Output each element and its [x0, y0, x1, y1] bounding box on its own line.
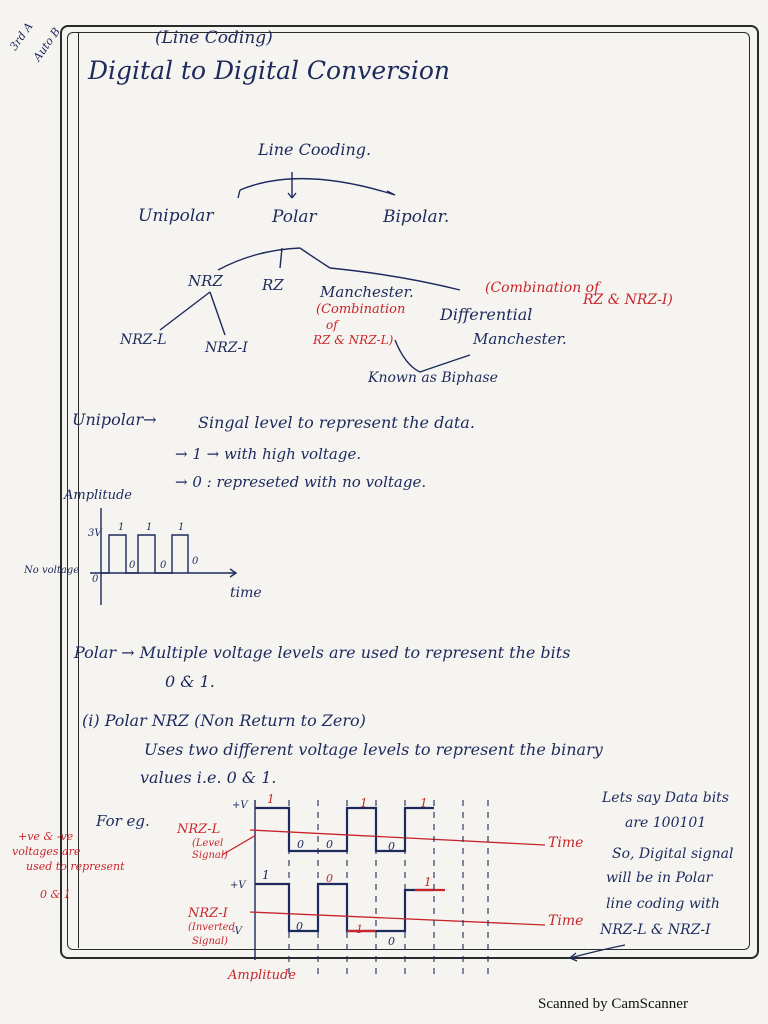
unipolar-bit-5: 0	[160, 560, 167, 571]
nrz-l-time-label: Time	[548, 835, 584, 851]
tree-bipolar: Bipolar.	[383, 207, 450, 227]
nrz-l-bit: 1	[360, 796, 368, 810]
nrz-i-bit: 1	[424, 875, 432, 889]
nrz-i-bit: 1	[356, 923, 363, 936]
tree-arc-top	[240, 179, 395, 195]
unipolar-bit-2: 1	[146, 522, 153, 533]
nrz-l-sub-2: Signal)	[192, 850, 228, 861]
nrz-i-sub-2: Signal)	[192, 936, 228, 947]
tree-root: Line Cooding.	[258, 140, 372, 159]
tree-arc-polar	[218, 248, 300, 270]
polar-line-2: 0 & 1.	[165, 672, 215, 691]
margin-note-1: 3rd A	[7, 20, 36, 53]
tree-differential-2: Manchester.	[473, 330, 567, 348]
unipolar-y-axis-label: Amplitude	[64, 488, 132, 503]
right-note-5: line coding with	[606, 896, 720, 912]
nrz-i-time-label: Time	[548, 913, 584, 929]
nrz-l-plus-v: +V	[232, 800, 248, 811]
unipolar-desc: Singal level to represent the data.	[198, 413, 475, 432]
polar-example: For eg.	[96, 812, 150, 830]
nrz-l-sub-1: (Level	[192, 838, 224, 849]
nrz-i-plus-v: +V	[230, 880, 246, 891]
polar-nrz-heading: (i) Polar NRZ (Non Return to Zero)	[82, 711, 366, 730]
manchester-note-2: of	[326, 318, 338, 332]
polar-nrz-desc-1: Uses two different voltage levels to represent the binary	[144, 740, 603, 759]
left-note-4: 0 & 1	[40, 888, 71, 901]
left-note-2: voltages are	[12, 845, 81, 858]
differential-note-2: RZ & NRZ-I)	[583, 292, 673, 308]
unipolar-bit-3: 1	[178, 522, 185, 533]
unipolar-baseline-label: No voltage	[24, 565, 80, 576]
unipolar-origin: 0	[92, 574, 99, 585]
unipolar-point-1: → 1 → with high voltage.	[175, 445, 362, 463]
tree-nrz-i: NRZ-I	[205, 340, 248, 356]
nrz-i-label: NRZ-I	[188, 906, 228, 921]
amplitude-label: Amplitude	[228, 968, 296, 983]
unipolar-level-label: 3V	[88, 528, 102, 539]
page-title: Digital to Digital Conversion	[88, 56, 451, 85]
tree-rz: RZ	[262, 276, 284, 294]
polar-line-1: Polar → Multiple voltage levels are used to represent the bits	[74, 643, 571, 662]
manchester-note-1: (Combination	[316, 302, 406, 317]
nrz-i-bit: 0	[388, 935, 395, 948]
right-note-2: are 100101	[625, 815, 707, 831]
unipolar-bit-6: 0	[192, 556, 199, 567]
tree-unipolar: Unipolar	[138, 206, 214, 226]
nrz-l-bit: 1	[420, 796, 428, 810]
unipolar-bit-4: 0	[129, 560, 136, 571]
unipolar-bit-1: 1	[118, 522, 125, 533]
tree-differential: Differential	[440, 305, 533, 324]
tree-biphase: Known as Biphase	[368, 370, 498, 386]
right-note-4: will be in Polar	[606, 870, 713, 886]
nrz-l-label: NRZ-L	[177, 822, 221, 837]
nrz-i-minus-v: -V	[232, 926, 242, 937]
right-note-3: So, Digital signal	[612, 846, 734, 862]
nrz-i-bit: 0	[326, 872, 333, 885]
manchester-note-3: RZ & NRZ-L)	[313, 333, 394, 347]
left-note-1: +ve & -ve	[18, 830, 74, 843]
nrz-l-bit: 0	[297, 838, 304, 851]
polar-nrz-desc-2: values i.e. 0 & 1.	[140, 768, 277, 787]
tree-manchester: Manchester.	[320, 283, 414, 301]
nrz-l-bit: 0	[388, 840, 395, 853]
unipolar-x-axis-label: time	[230, 585, 262, 601]
margin-note-2: Auto B	[30, 25, 63, 64]
tree-polar: Polar	[272, 207, 317, 227]
nrz-i-sub-1: (Inverted	[188, 922, 235, 933]
scanner-watermark: Scanned by CamScanner	[538, 996, 688, 1012]
unipolar-heading: Unipolar→	[72, 410, 157, 429]
nrz-l-bit: 1	[267, 792, 275, 806]
page-subtitle: (Line Coding)	[155, 28, 273, 48]
nrz-i-bit: 0	[296, 920, 303, 933]
unipolar-point-2: → 0 : represeted with no voltage.	[175, 473, 427, 491]
tree-nrz-l: NRZ-L	[120, 332, 167, 348]
right-note-1: Lets say Data bits	[602, 790, 729, 806]
nrz-l-bit: 0	[326, 838, 333, 851]
nrz-i-bit: 1	[262, 868, 270, 882]
differential-note-1: (Combination of	[485, 280, 600, 296]
tree-nrz: NRZ	[188, 272, 223, 290]
right-note-6: NRZ-L & NRZ-I	[600, 922, 711, 938]
left-note-3: used to represent	[26, 860, 125, 873]
